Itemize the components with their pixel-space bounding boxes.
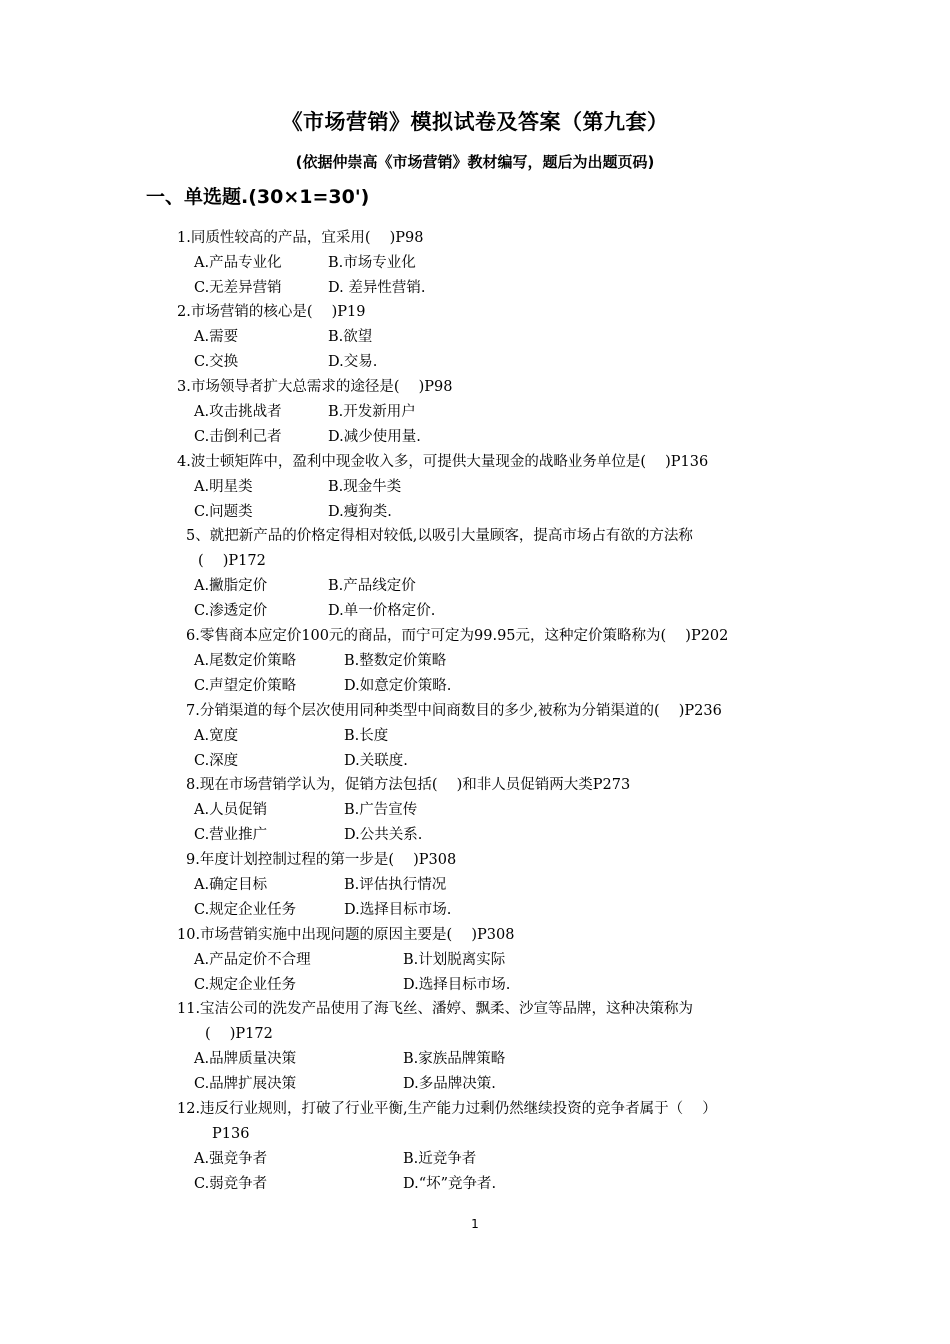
option-b: B.整数定价策略	[344, 653, 447, 669]
page-subtitle: (依据仲崇高《市场营销》教材编写，题后为出题页码)	[295, 153, 655, 171]
question-stem: 8.现在市场营销学认为，促销方法包括( )和非人员促销两大类P273	[186, 777, 631, 793]
option-b: B.长度	[344, 728, 389, 744]
option-b: B.开发新用户	[328, 404, 416, 420]
question-stem-continued: P136	[212, 1126, 250, 1142]
option-c: C.问题类	[194, 504, 253, 520]
question-stem-continued: ( )P172	[198, 553, 266, 569]
option-c: C.击倒利己者	[194, 429, 282, 445]
option-d: D.多品牌决策.	[403, 1076, 496, 1092]
option-b: B.家族品牌策略	[403, 1051, 506, 1067]
option-a: A.品牌质量决策	[194, 1051, 297, 1067]
option-c: C.渗透定价	[194, 603, 268, 619]
question-stem: 5、就把新产品的价格定得相对较低,以吸引大量顾客，提高市场占有欲的方法称	[186, 528, 693, 544]
option-c: C.规定企业任务	[194, 977, 297, 993]
option-b: B.产品线定价	[328, 578, 416, 594]
question-stem: 7.分销渠道的每个层次使用同种类型中间商数目的多少,被称为分销渠道的( )P236	[186, 703, 722, 719]
option-d: D.单一价格定价.	[328, 603, 436, 619]
option-c: C.营业推广	[194, 827, 268, 843]
option-a: A.强竞争者	[194, 1151, 268, 1167]
option-b: B.欲望	[328, 329, 373, 345]
option-d: D. 差异性营销.	[328, 280, 426, 296]
question-stem: 3.市场领导者扩大总需求的途径是( )P98	[177, 379, 453, 395]
question-stem: 9.年度计划控制过程的第一步是( )P308	[186, 852, 457, 868]
option-b: B.近竞争者	[403, 1151, 477, 1167]
option-d: D.瘦狗类.	[328, 504, 392, 520]
section-heading: 一、单选题.(30×1=30')	[146, 186, 370, 208]
option-c: C.声望定价策略	[194, 678, 297, 694]
question-stem: 11.宝洁公司的洗发产品使用了海飞丝、潘婷、飘柔、沙宣等品牌，这种决策称为	[177, 1001, 694, 1017]
option-c: C.深度	[194, 753, 239, 769]
question-stem: 4.波士顿矩阵中，盈利中现金收入多，可提供大量现金的战略业务单位是( )P136	[177, 454, 709, 470]
option-d: D.关联度.	[344, 753, 408, 769]
option-b: B.评估执行情况	[344, 877, 447, 893]
question-stem: 1.同质性较高的产品，宜采用( )P98	[177, 230, 424, 246]
option-c: C.无差异营销	[194, 280, 282, 296]
option-c: C.弱竞争者	[194, 1176, 268, 1192]
question-stem: 6.零售商本应定价100元的商品，而宁可定为99.95元，这种定价策略称为( )P202	[186, 628, 729, 644]
option-c: C.交换	[194, 354, 239, 370]
question-stem: 2.市场营销的核心是( )P19	[177, 304, 366, 320]
option-c: C.规定企业任务	[194, 902, 297, 918]
question-stem: 10.市场营销实施中出现问题的原因主要是( )P308	[177, 927, 515, 943]
option-a: A.确定目标	[194, 877, 268, 893]
option-d: D.公共关系.	[344, 827, 423, 843]
option-a: A.产品定价不合理	[194, 952, 311, 968]
question-stem-continued: ( )P172	[205, 1026, 273, 1042]
option-d: D.交易.	[328, 354, 378, 370]
option-b: B.市场专业化	[328, 255, 416, 271]
option-a: A.宽度	[194, 728, 239, 744]
option-a: A.产品专业化	[194, 255, 282, 271]
option-a: A.攻击挑战者	[194, 404, 282, 420]
option-a: A.人员促销	[194, 802, 268, 818]
option-d: D.如意定价策略.	[344, 678, 452, 694]
option-d: D.选择目标市场.	[344, 902, 452, 918]
option-b: B.广告宣传	[344, 802, 418, 818]
page-title: 《市场营销》模拟试卷及答案（第九套）	[281, 110, 669, 134]
option-a: A.明星类	[194, 479, 253, 495]
option-b: B.现金牛类	[328, 479, 402, 495]
option-b: B.计划脱离实际	[403, 952, 506, 968]
page-number: 1	[471, 1217, 479, 1231]
option-a: A.需要	[194, 329, 239, 345]
option-a: A.尾数定价策略	[194, 653, 297, 669]
question-stem: 12.违反行业规则，打破了行业平衡,生产能力过剩仍然继续投资的竞争者属于（ ）	[177, 1101, 717, 1117]
option-c: C.品牌扩展决策	[194, 1076, 297, 1092]
option-d: D.减少使用量.	[328, 429, 421, 445]
option-a: A.撇脂定价	[194, 578, 268, 594]
option-d: D.“坏”竞争者.	[403, 1176, 497, 1192]
option-d: D.选择目标市场.	[403, 977, 511, 993]
